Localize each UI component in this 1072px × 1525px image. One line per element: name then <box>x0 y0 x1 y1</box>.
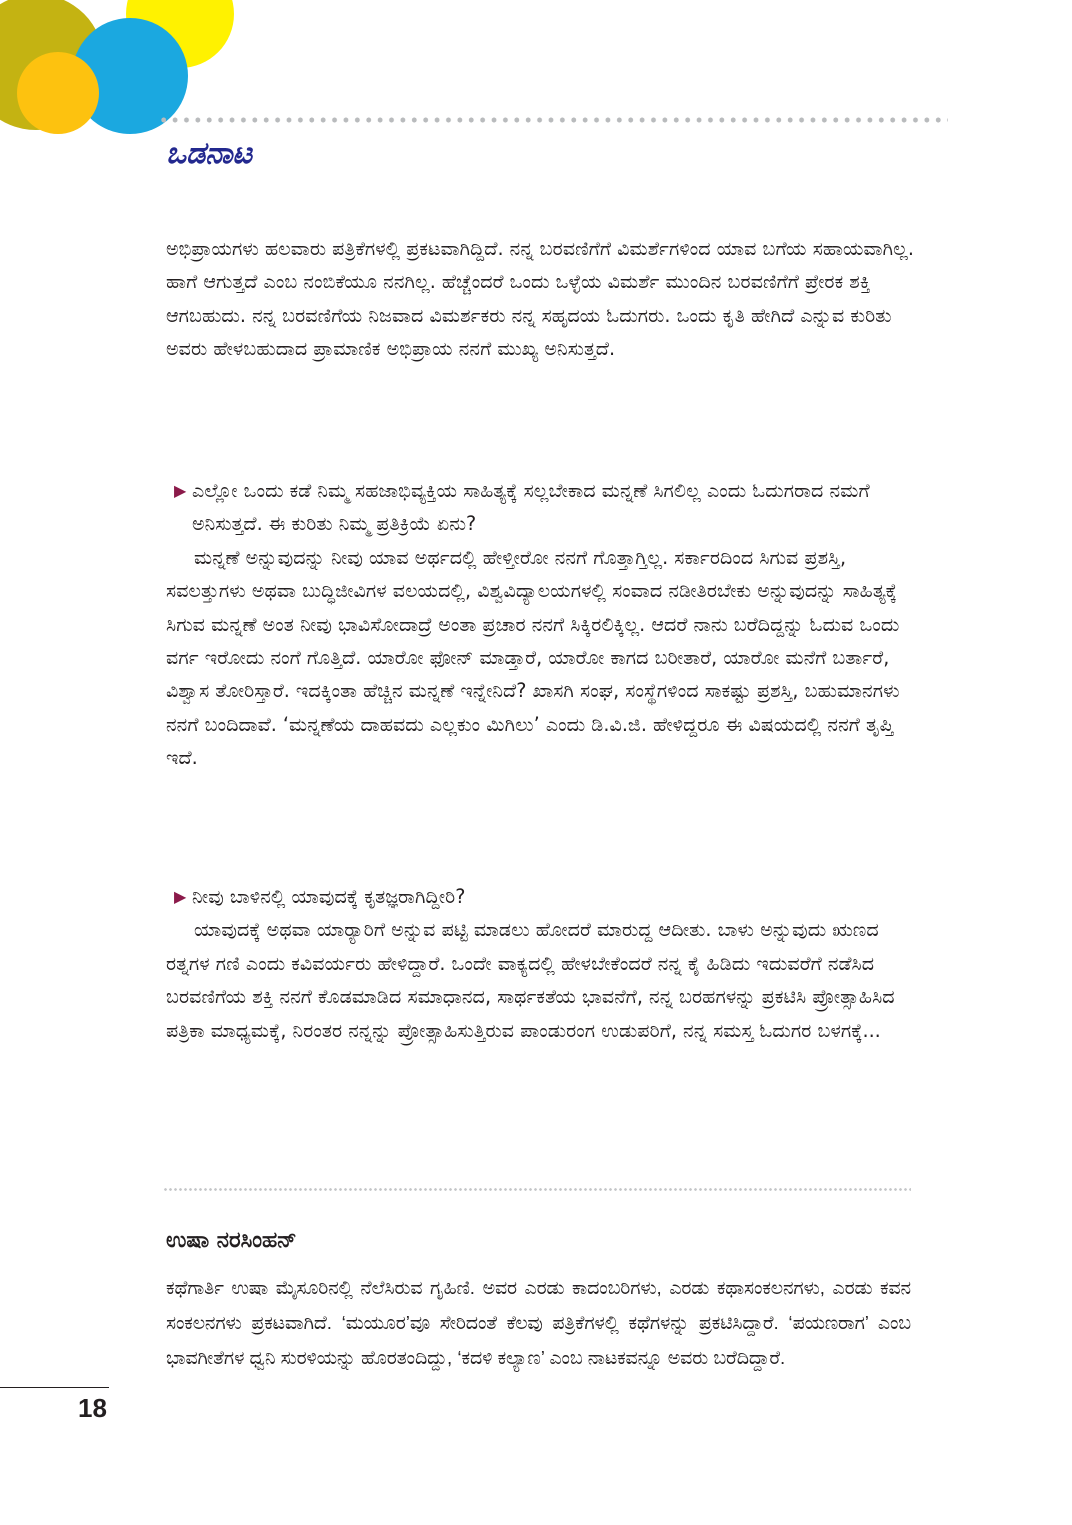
triangle-bullet-icon: ▶ <box>174 887 187 906</box>
author-bio: ಕಥೆಗಾರ್ತಿ ಉಷಾ ಮೈಸೂರಿನಲ್ಲಿ ನೆಲೆಸಿರುವ ಗೃಹಿಣಿ. ಅವರ ಎರಡು ಕಾದಂಬರಿಗಳು, ಎರಡು ಕಥಾಸಂಕಲನಗಳು, ಎರಡು ಕವನ ಸಂಕಲನಗಳು ಪ್ರಕಟವಾಗಿದೆ. ‘ಮಯೂರ’ವೂ ಸೇರಿದಂತೆ ಕೆಲವು ಪತ್ರಿಕೆಗಳಲ್ಲಿ ಕಥೆಗಳನ್ನು ಪ್ರಕಟಿಸಿದ್ದಾರೆ. ‘ಪಯಣರಾಗ’ ಎಂಬ ಭಾವಗೀತೆಗಳ ಧ್ವನಿ ಸುರಳಿಯನ್ನು ಹೊರತಂದಿದ್ದು, ‘ಕದಳಿ ಕಲ್ಯಾಣ’ ಎಂಬ ನಾಟಕವನ್ನೂ ಅವರು ಬರೆದಿದ್ದಾರೆ. <box>166 1277 911 1368</box>
page-number: 18 <box>78 1393 107 1423</box>
answer-1: ಮನ್ನಣೆ ಅನ್ನುವುದನ್ನು ನೀವು ಯಾವ ಅರ್ಥದಲ್ಲಿ ಹೇಳ್ತೀರೋ ನನಗೆ ಗೊತ್ತಾಗ್ತಿಲ್ಲ. ಸರ್ಕಾರದಿಂದ ಸಿಗುವ ಪ್ರಶಸ್ತಿ, ಸವಲತ್ತುಗಳು ಅಥವಾ ಬುದ್ಧಿಜೀವಿಗಳ ವಲಯದಲ್ಲಿ, ವಿಶ್ವವಿದ್ಯಾಲಯಗಳಲ್ಲಿ ಸಂವಾದ ನಡೀತಿರಬೇಕು ಅನ್ನುವುದನ್ನು ಸಾಹಿತ್ಯಕ್ಕೆ ಸಿಗುವ ಮನ್ನಣೆ ಅಂತ ನೀವು ಭಾವಿಸೋದಾದ್ರೆ ಅಂತಾ ಪ್ರಚಾರ ನನಗೆ ಸಿಕ್ಕಿರಲಿಕ್ಕಿಲ್ಲ. ಆದರೆ ನಾನು ಬರೆದಿದ್ದನ್ನು ಓದುವ ಒಂದು ವರ್ಗ ಇರೋದು ನಂಗೆ ಗೊತ್ತಿದೆ. ಯಾರೋ ಫೋನ್ ಮಾಡ್ತಾರೆ, ಯಾರೋ ಕಾಗದ ಬರೀತಾರೆ, ಯಾರೋ ಮನೆಗೆ ಬರ್ತಾರೆ, ವಿಶ್ವಾಸ ತೋರಿಸ್ತಾರೆ. ಇದಕ್ಕಿಂತಾ ಹೆಚ್ಚಿನ ಮನ್ನಣೆ ಇನ್ನೇನಿದೆ? ಖಾಸಗಿ ಸಂಘ, ಸಂಸ್ಥೆಗಳಿಂದ ಸಾಕಷ್ಟು ಪ್ರಶಸ್ತಿ, ಬಹುಮಾನಗಳು ನನಗೆ ಬಂದಿದಾವೆ. ‘ಮನ್ನಣೆಯ ದಾಹವದು ಎಲ್ಲಕುಂ ಮಿಗಿಲು’ ಎಂದು ಡಿ.ವಿ.ಜಿ. ಹೇಳಿದ್ದರೂ ಈ ವಿಷಯದಲ್ಲಿ ನನಗೆ ತೃಪ್ತಿ ಇದೆ. <box>166 545 900 770</box>
triangle-bullet-icon: ▶ <box>174 481 187 500</box>
gold-circle <box>17 52 99 134</box>
section-title: ಒಡನಾಟ <box>166 136 253 171</box>
page-number-rule <box>0 1387 109 1388</box>
section-divider <box>163 1188 911 1191</box>
answer-2: ಯಾವುದಕ್ಕೆ ಅಥವಾ ಯಾರ್‍ಯಾರಿಗೆ ಅನ್ನುವ ಪಟ್ಟಿ ಮಾಡಲು ಹೋದರೆ ಮಾರುದ್ದ ಆದೀತು. ಬಾಳು ಅನ್ನುವುದು ಋಣದ ರತ್ನಗಳ ಗಣಿ ಎಂದು ಕವಿವರ್ಯರು ಹೇಳಿದ್ದಾರೆ. ಒಂದೇ ವಾಕ್ಯದಲ್ಲಿ ಹೇಳಬೇಕೆಂದರೆ ನನ್ನ ಕೈ ಹಿಡಿದು ಇದುವರೆಗೆ ನಡೆಸಿದ ಬರವಣಿಗೆಯ ಶಕ್ತಿ ನನಗೆ ಕೊಡಮಾಡಿದ ಸಮಾಧಾನದ, ಸಾರ್ಥಕತೆಯ ಭಾವನೆಗೆ, ನನ್ನ ಬರಹಗಳನ್ನು ಪ್ರಕಟಿಸಿ ಪ್ರೋತ್ಸಾಹಿಸಿದ ಪತ್ರಿಕಾ ಮಾಧ್ಯಮಕ್ಕೆ, ನಿರಂತರ ನನ್ನನ್ನು ಪ್ರೋತ್ಸಾಹಿಸುತ್ತಿರುವ ಪಾಂಡುರಂಗ ಉಡುಪರಿಗೆ, ನನ್ನ ಸಮಸ್ತ ಓದುಗರ ಬಳಗಕ್ಕೆ... <box>166 918 895 1042</box>
question-2 <box>166 880 916 913</box>
qa-block-2 <box>166 880 916 1047</box>
qa-block-1 <box>166 474 916 775</box>
top-dotted-rule <box>158 117 948 123</box>
author-name: ಉಷಾ ನರಸಿಂಹನ್ <box>166 1228 297 1253</box>
intro-block <box>166 232 916 366</box>
question-1-text: ಎಲ್ಲೋ ಒಂದು ಕಡೆ ನಿಮ್ಮ ಸಹಜಾಭಿವ್ಯಕ್ತಿಯ ಸಾಹಿತ್ಯಕ್ಕೆ ಸಲ್ಲಬೇಕಾದ ಮನ್ನಣೆ ಸಿಗಲಿಲ್ಲ ಎಂದು ಓದುಗರಾದ ನಮಗೆ ಅನಿಸುತ್ತದೆ. ಈ ಕುರಿತು ನಿಮ್ಮ ಪ್ರತಿಕ್ರಿಯೆ ಏನು? <box>192 479 870 536</box>
question-2-text: ನೀವು ಬಾಳಿನಲ್ಲಿ ಯಾವುದಕ್ಕೆ ಕೃತಜ್ಞರಾಗಿದ್ದೀರಿ? <box>192 885 466 908</box>
answer-paragraph-intro: ಅಭಿಪ್ರಾಯಗಳು ಹಲವಾರು ಪತ್ರಿಕೆಗಳಲ್ಲಿ ಪ್ರಕಟವಾಗಿದ್ದಿದೆ. ನನ್ನ ಬರವಣಿಗೆಗೆ ವಿಮರ್ಶೆಗಳಿಂದ ಯಾವ ಬಗೆಯ ಸಹಾಯವಾಗಿಲ್ಲ. ಹಾಗೆ ಆಗುತ್ತದೆ ಎಂಬ ನಂಬಿಕೆಯೂ ನನಗಿಲ್ಲ. ಹೆಚ್ಚೆಂದರೆ ಒಂದು ಒಳ್ಳೆಯ ವಿಮರ್ಶೆ ಮುಂದಿನ ಬರವಣಿಗೆಗೆ ಪ್ರೇರಕ ಶಕ್ತಿ ಆಗಬಹುದು. ನನ್ನ ಬರವಣಿಗೆಯ ನಿಜವಾದ ವಿಮರ್ಶಕರು ನನ್ನ ಸಹೃದಯ ಓದುಗರು. ಒಂದು ಕೃತಿ ಹೇಗಿದೆ ಎನ್ನುವ ಕುರಿತು ಅವರು ಹೇಳಬಹುದಾದ ಪ್ರಾಮಾಣಿಕ ಅಭಿಪ್ರಾಯ ನನಗೆ ಮುಖ್ಯ ಅನಿಸುತ್ತದೆ. <box>166 237 914 361</box>
question-1 <box>166 474 916 541</box>
